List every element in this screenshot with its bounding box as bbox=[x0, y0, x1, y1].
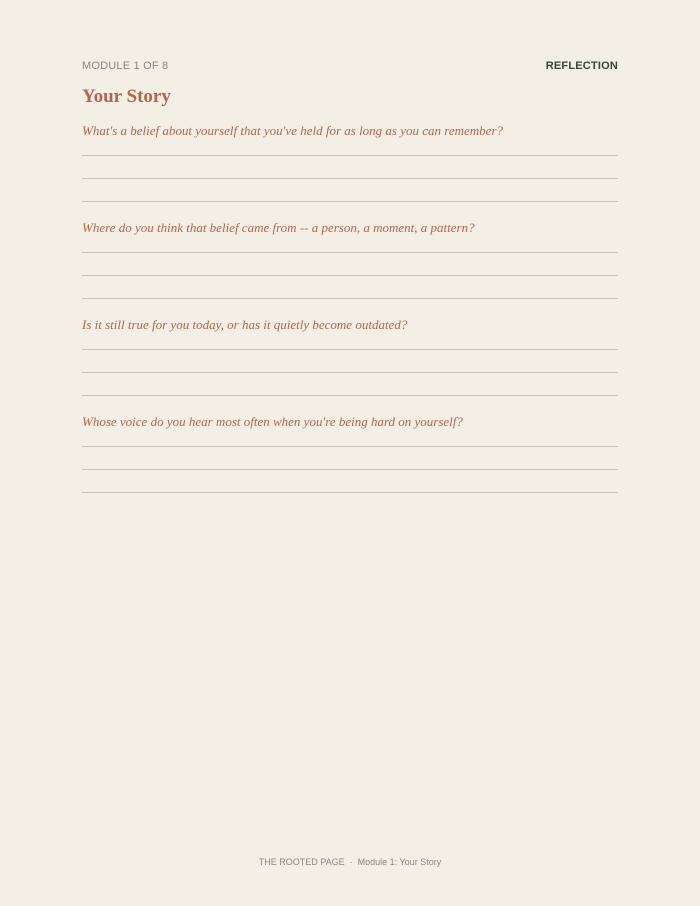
writing-line[interactable] bbox=[82, 275, 618, 276]
writing-line[interactable] bbox=[82, 178, 618, 179]
page-footer bbox=[0, 856, 700, 868]
writing-line[interactable] bbox=[82, 349, 618, 350]
prompt-block bbox=[82, 122, 618, 219]
prompt-question: Whose voice do you hear most often when you're being hard on yourself? bbox=[82, 414, 463, 429]
prompt-question: What's a belief about yourself that you've held for as long as you can remember? bbox=[82, 123, 504, 138]
writing-line[interactable] bbox=[82, 252, 618, 253]
writing-line[interactable] bbox=[82, 372, 618, 373]
writing-line[interactable] bbox=[82, 201, 618, 202]
footer-separator: · bbox=[349, 857, 353, 867]
prompt-block bbox=[82, 413, 618, 510]
section-tag: REFLECTION bbox=[545, 60, 618, 72]
writing-line[interactable] bbox=[82, 298, 618, 299]
writing-line[interactable] bbox=[82, 446, 618, 447]
prompt-question: Is it still true for you today, or has it quietly become outdated? bbox=[82, 317, 408, 332]
writing-line[interactable] bbox=[82, 395, 618, 396]
prompt-list bbox=[82, 122, 618, 510]
prompt-block bbox=[82, 219, 618, 316]
prompt-question: Where do you think that belief came from -- a person, a moment, a pattern? bbox=[82, 220, 475, 235]
module-counter: MODULE 1 OF 8 bbox=[82, 60, 169, 72]
writing-line[interactable] bbox=[82, 155, 618, 156]
footer-brand: THE ROOTED PAGE bbox=[258, 857, 345, 867]
prompt-block bbox=[82, 316, 618, 413]
page-title: Your Story bbox=[82, 86, 171, 107]
footer-module: Module 1: Your Story bbox=[357, 857, 442, 867]
page-header bbox=[82, 59, 618, 75]
writing-line[interactable] bbox=[82, 492, 618, 493]
writing-line[interactable] bbox=[82, 469, 618, 470]
